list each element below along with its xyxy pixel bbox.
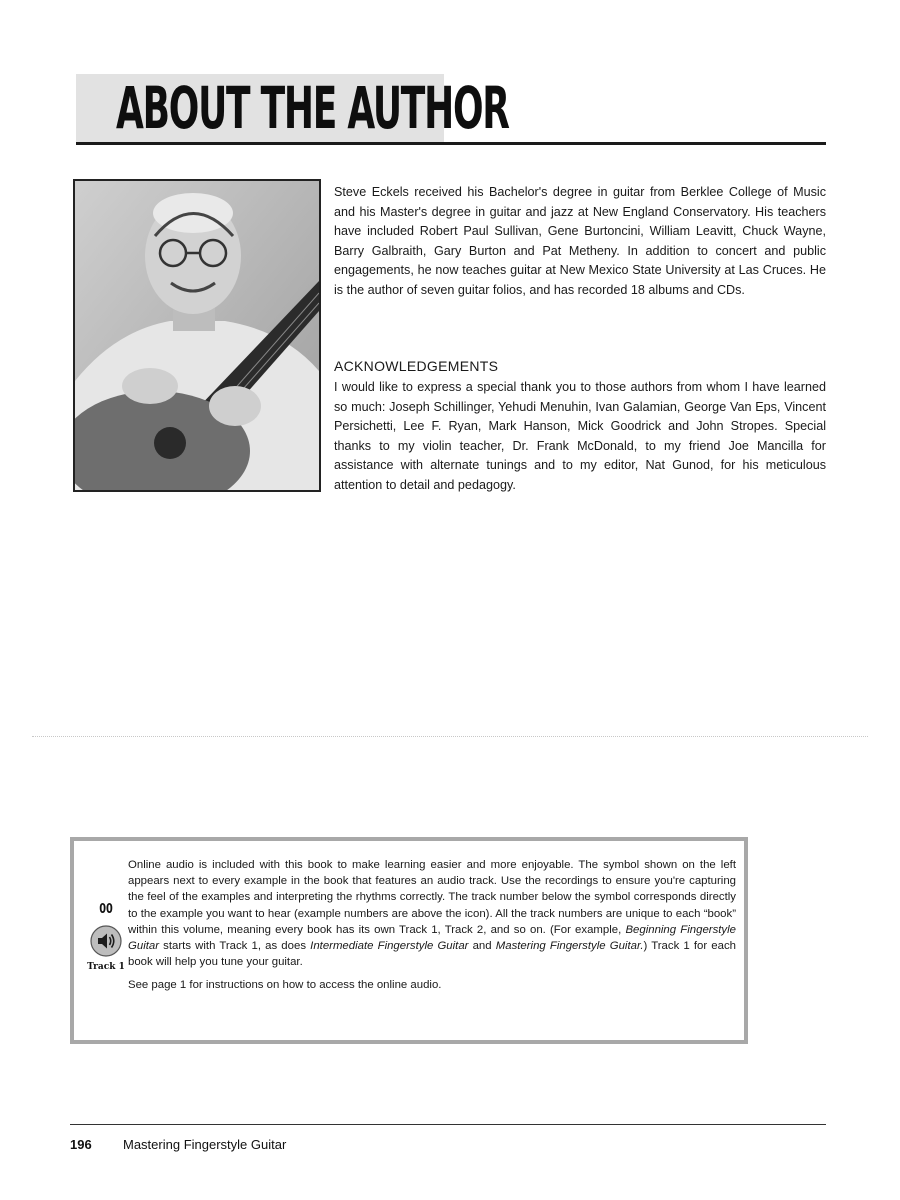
book-title-italic: Mastering Fingerstyle Guitar.	[495, 940, 644, 953]
audio-info-box	[70, 837, 748, 1044]
audio-access-note: See page 1 for instructions on how to access the online audio.	[128, 979, 442, 992]
audio-info-paragraph	[128, 857, 736, 970]
audio-text-part: starts with Track 1, as does	[159, 940, 311, 953]
author-photo	[73, 179, 321, 492]
track-label: Track 1	[87, 962, 125, 972]
example-number: 00	[99, 902, 113, 917]
audio-info-text	[128, 857, 736, 994]
author-photo-illustration	[75, 181, 319, 490]
author-bio: Steve Eckels received his Bachelor's degree in guitar from Berklee College of Music and his Master's degree in guitar and jazz at New England Conservatory. His teachers have included Robert Paul Sullivan, Gene Burtoncini, William Leavitt, Chuck Wayne, Barry Galbraith, Gary Burton and Pat Metheny. In addition to concert and public engagements, he now teaches guitar at New Mexico State University at Las Cruces. He is the author of seven guitar folios, and has recorded 18 albums and CDs.	[334, 185, 826, 297]
footer-rule	[70, 1124, 826, 1125]
book-title-italic: Beginning Fingerstyle Guitar	[128, 923, 736, 953]
page-title: ABOUT THE AUTHOR	[116, 74, 509, 142]
title-underline	[76, 142, 826, 145]
speaker-icon	[90, 925, 122, 957]
running-footer-title: Mastering Fingerstyle Guitar	[123, 1137, 287, 1152]
page-number: 196	[70, 1137, 92, 1152]
acknowledgements-heading: ACKNOWLEDGEMENTS	[334, 358, 499, 374]
acknowledgements-text: I would like to express a special thank you to those authors from whom I have learned so much: Joseph Schillinger, Yehudi Menuhin, Ivan Galamian, George Van Eps, Vincent Persichetti, Lee F. Ryan, Mark Hanson, Mick Goodrick and John Stropes. Special thanks to my violin teacher, Dr. Frank McDonald, to my friend Joe Mancilla for assistance with alternate tunings and to my editor, Nat Gunod, for his meticulous attention to detail and pedagogy.	[334, 380, 826, 492]
book-title-italic: Intermediate Fingerstyle Guitar	[310, 940, 469, 953]
audio-text-part: Online audio is included with this book to make learning easier and more enjoyable. The symbol shown on the left appears next to every example in the book that features an audio track. Use the recordings to ensure you're capturing the feel of the examples and interpreting the rhythms correctly. The track number below the symbol corresponds directly to the example you want to hear (example numbers are above the icon). All the track numbers are unique to each “book” within this volume, meaning every book has its own Track 1, Track 2, and so on. (For example,	[128, 859, 736, 936]
section-divider	[32, 736, 868, 737]
audio-text-part: and	[468, 940, 496, 953]
audio-text-part: ) Track 1 for each book will help you tune your guitar.	[128, 940, 736, 969]
